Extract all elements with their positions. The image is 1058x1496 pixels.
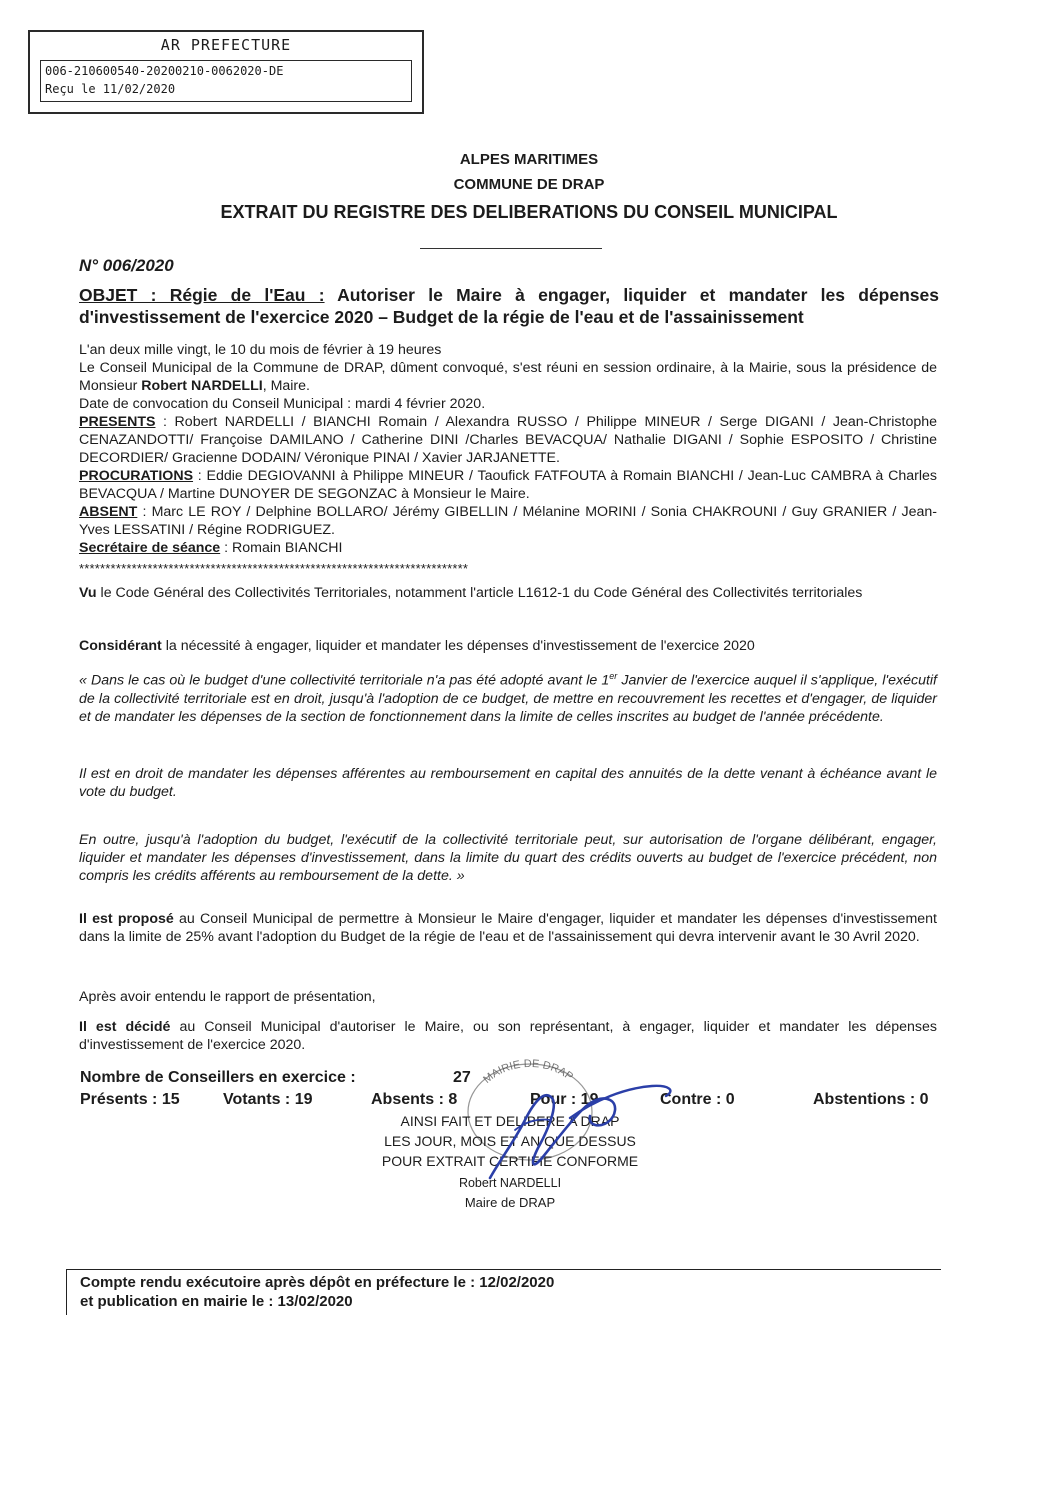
secretaire-name: : Romain BIANCHI (220, 540, 343, 556)
presents-names: : Robert NARDELLI / BIANCHI Romain / Alexandra RUSSO / Philippe MINEUR / Serge DIGANI / Jean-Christophe CENAZANDOTTI/ Françoise DAMILANO / Catherine DINI /Charles BEVACQUA/ Nathalie DIGANI / Sophie ESPOSITO / Christine DECORDIER/ Gracienne DODAIN/ Véronique PINAI / Xavier JARJANETTE. (79, 414, 937, 466)
absent-list (79, 503, 937, 539)
abstentions-count: Abstentions : 0 (813, 1091, 929, 1108)
stamp-reference-box (40, 60, 412, 102)
commune-heading: COMMUNE DE DRAP (453, 176, 605, 193)
session-convocation (79, 359, 937, 395)
footer-text (80, 1273, 554, 1311)
propose-label: Il est proposé (79, 911, 174, 927)
absent-names: : Marc LE ROY / Delphine BOLLARO/ Jérémy GIBELLIN / Mélanine MORINI / Sonia CHAKROUNI / Guy GRANIER / Jean-Yves LESSATINI / Régine RODRIGUEZ. (79, 504, 937, 538)
presents-list (79, 413, 937, 467)
procurations-label: PROCURATIONS (79, 468, 194, 484)
title-divider (420, 248, 602, 249)
prefecture-stamp (28, 30, 424, 114)
footer-publication-date: et publication en mairie le : 13/02/2020 (80, 1293, 353, 1310)
vu-label: Vu (79, 585, 97, 601)
stamp-received-date: Reçu le 11/02/2020 (45, 82, 176, 96)
procurations-names: : Eddie DEGIOVANNI à Philippe MINEUR / Taoufick FATFOUTA à Romain BIANCHI / Jean-Luc CAMBRA à Charles BEVACQUA / Martine DUNOYER DE SEGONZAC à Monsieur le Maire. (79, 468, 937, 502)
mayor-name: Robert NARDELLI (141, 378, 263, 394)
presents-label: PRESENTS (79, 414, 156, 430)
objet-heading (79, 284, 939, 328)
deliberation-number: N° 006/2020 (79, 256, 174, 275)
considerant-paragraph (79, 637, 937, 655)
stamp-reference-number: 006-210600540-20200210-0062020-DE (45, 64, 284, 78)
document-title: EXTRAIT DU REGISTRE DES DELIBERATIONS DU CONSEIL MUNICIPAL (220, 202, 838, 222)
closing-line-2: LES JOUR, MOIS ET AN QUE DESSUS (384, 1133, 636, 1149)
secretaire-label: Secrétaire de séance (79, 540, 221, 556)
quote-1-text: « Dans le cas où le budget d'une collectivité territoriale n'a pas été adopté avant le 1 (79, 672, 610, 689)
decide-text: au Conseil Municipal d'autoriser le Maire, ou son représentant, à engager, liquider et mandater les dépenses d'investissement de l'exercice 2020. (79, 1019, 938, 1053)
secretaire (79, 539, 937, 557)
considerant-label: Considérant (79, 638, 162, 654)
procurations-list (79, 467, 937, 503)
conseillers-count: 27 (453, 1069, 471, 1086)
vu-paragraph (79, 584, 937, 602)
quote-paragraph-3: En outre, jusqu'à l'adoption du budget, l'exécutif de la collectivité territoriale peut, sur autorisation de l'organe délibérant, engager, liquider et mandater les dépenses d'investissement, dans la limite du quart des crédits ouverts au budget de l'exercice précédent, non compris les crédits afférents au remboursement de la dette. » (79, 832, 937, 884)
votants-count: Votants : 19 (223, 1091, 313, 1108)
quote-paragraph-1 (79, 667, 937, 726)
session-date: L'an deux mille vingt, le 10 du mois de février à 19 heures (79, 342, 442, 358)
convocation-date: Date de convocation du Conseil Municipal : mardi 4 février 2020. (79, 396, 486, 412)
considerant-text: la nécessité à engager, liquider et mandater les dépenses d'investissement de l'exercice 2020 (161, 638, 755, 654)
closing-line-1: AINSI FAIT ET DELIBERE A DRAP (400, 1113, 620, 1129)
quote-1-text-end: Janvier de l'exercice auquel il s'applique, l'exécutif de la collectivité territoriale est en droit, jusqu'à l'adoption de ce budget, de mettre en recouvrement les recettes et d'engager, de liquider et de mandater les dépenses de la section de fonctionnement dans la limite de celles inscrites au budget de l'année précédente. (79, 672, 937, 725)
separator-stars: ************************************************************************** (79, 561, 469, 576)
quote-paragraph-2: Il est en droit de mandater les dépenses afférentes au remboursement en capital des annuités de la dette venant à échéance avant le vote du budget. (79, 766, 937, 800)
svg-text:MAIRIE DE DRAP: MAIRIE DE DRAP (481, 1057, 576, 1086)
contre-count: Contre : 0 (660, 1091, 735, 1108)
absents-count: Absents : 8 (371, 1091, 458, 1108)
mayor-signature (420, 1057, 700, 1190)
decide-label: Il est décidé (79, 1019, 171, 1035)
session-convocation-text: Le Conseil Municipal de la Commune de DRAP, dûment convoqué, s'est réuni en session ordinaire, à la Mairie, sous la présidence de Monsieur (79, 360, 937, 394)
propose-text: au Conseil Municipal de permettre à Monsieur le Maire d'engager, liquider et mandater les dépenses d'investissement dans la limite de 25% avant l'adoption du Budget de la régie de l'eau et de l'assainissement qui devra intervenir avant le 30 Avril 2020. (79, 911, 937, 945)
presents-count: Présents : 15 (80, 1091, 180, 1108)
decide-paragraph (79, 1018, 937, 1054)
closing-line-3: POUR EXTRAIT CERTIFIE CONFORME (381, 1153, 639, 1169)
department-heading: ALPES MARITIMES (459, 151, 599, 168)
conseillers-label: Nombre de Conseillers en exercice : (80, 1069, 356, 1086)
objet-text: Autoriser le Maire à engager, liquider et mandater les dépenses d'investissement de l'exercice 2020 – Budget de la régie de l'eau et de l'assainissement (79, 285, 939, 327)
objet-label: OBJET : Régie de l'Eau : (79, 285, 325, 305)
signatory-role: Maire de DRAP (464, 1195, 556, 1210)
pour-count: Pour : 19 (530, 1091, 599, 1108)
absent-label: ABSENT (79, 504, 138, 520)
session-convocation-end: , Maire. (262, 378, 310, 394)
quote-1-superscript: er (609, 671, 618, 681)
signatory-name: Robert NARDELLI (458, 1176, 562, 1190)
vu-text: le Code Général des Collectivités Territoriales, notamment l'article L1612-1 du Code Général des Collectivités territoriales (96, 585, 863, 601)
propose-paragraph (79, 910, 937, 946)
session-details (79, 341, 937, 557)
stamp-title: AR PREFECTURE (160, 36, 292, 54)
apres-paragraph: Après avoir entendu le rapport de présentation, (79, 989, 376, 1005)
footer-prefecture-date: Compte rendu exécutoire après dépôt en préfecture le : 12/02/2020 (80, 1274, 555, 1291)
